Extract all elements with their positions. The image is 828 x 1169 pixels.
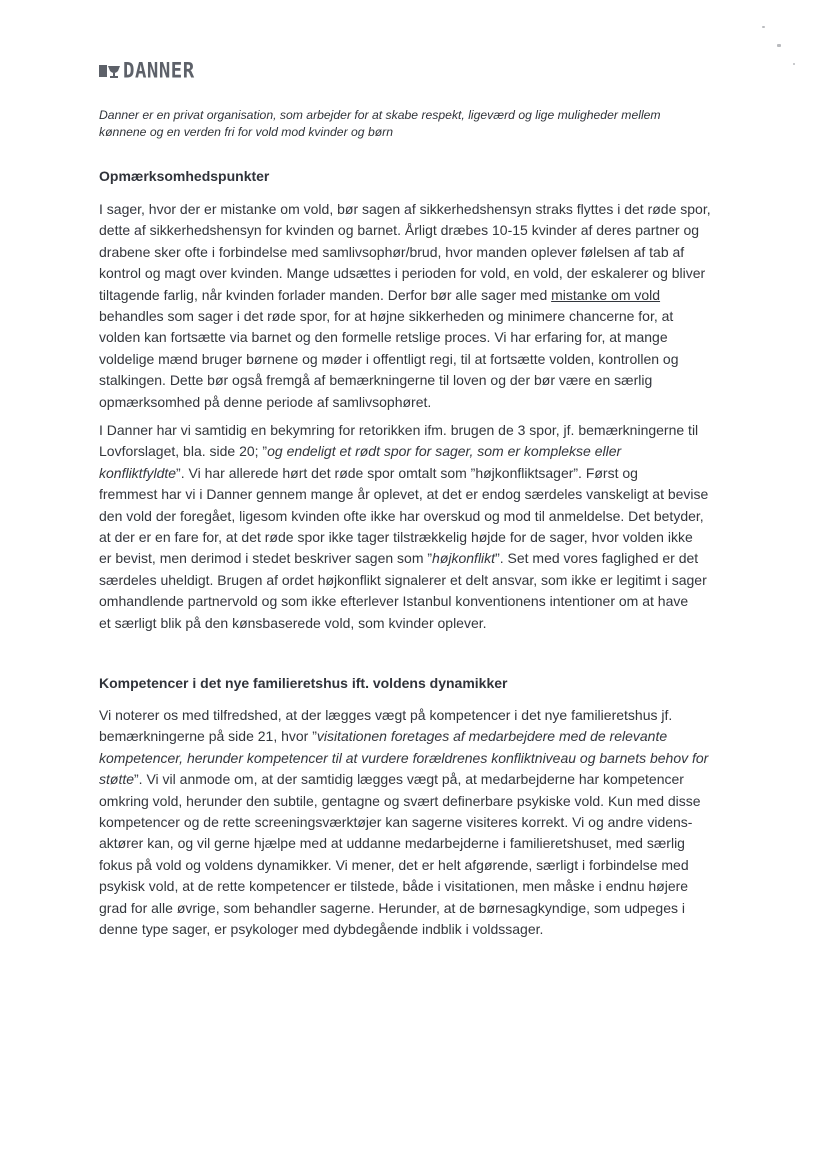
organization-tagline <box>99 90 729 141</box>
paragraph-safety-red-track <box>99 199 743 413</box>
paragraph-text: ”. Set med vores faglighed er det særdeles uheldigt. Brugen af ordet højkonflikt signalerer et delt ansvar, som ikke er legitimt i sager omhandlende partnervold og som ikke efterlever Istanbul konventionens intentioner om at have et særligt blik på den kønsbaserede vold, som kvinder oplever. <box>99 550 707 631</box>
paragraph-competences <box>99 705 743 940</box>
section-heading-opmaerksomhedspunkter: Opmærksomhedspunkter <box>99 168 270 184</box>
paragraph-text: ”. Vi har allerede hørt det røde spor omtalt som ”højkonfliktsager”. Først og fremmest har vi i Danner gennem mange år oplevet, at det er endog særdeles vanskeligt at bevise den vold der foregået, ligesom kvinden ofte ikke har overskud og mod til anmeldelse. Det betyder, at der er en fare for, at det røde spor ikke tager tilstrækkelig højde for de sager, hvor volden ikke er bevist, men derimod i stedet beskriver sagen som ” <box>99 464 709 567</box>
tagline-text: Danner er en privat organisation, som arbejder for at skabe respekt, ligeværd og lige muligheder mellem kønnene og en verden fri for vold mod kvinder og børn <box>99 108 661 139</box>
quoted-text: og endeligt et rødt spor for sager, som er komplekse eller konfliktfyldte <box>99 443 622 481</box>
paragraph-text: Vi noterer os med tilfredshed, at der lægges vægt på kompetencer i det nye familieretshus jf. bemærkningerne på side 21, hvor ” <box>99 707 673 745</box>
paragraph-text: behandles som sager i det røde spor, for at højne sikkerheden og minimere chancerne for, at volden kan fortsætte via barnet og den formelle retslige proces. Vi har erfaring for, at mange voldelige mænd bruger børnene og møder i offentligt regi, til at fortsætte volden, kontrollen og stalkingen. Dette bør også fremgå af bemærkningerne til loven og der bør være en særlig opmærksomhed på denne periode af samlivsophøret. <box>99 308 679 410</box>
underlined-phrase: mistanke om vold <box>551 286 661 303</box>
scan-speck <box>762 26 765 28</box>
quoted-text: visitationen foretages af medarbejdere med de relevante kompetencer, herunder kompetencer til at vurdere forældrenes konfliktniveau og barnets behov for støtte <box>99 728 709 788</box>
paragraph-text: I sager, hvor der er mistanke om vold, bør sagen af sikkerhedshensyn straks flyttes i det røde spor, dette af sikkerhedshensyn for kvinden og barnet. Årligt dræbes 10-15 kvinder af deres partner og drabene sker ofte i forbindelse med samlivsophør/brud, hvor manden oplever følelsen af tab af kontrol og magt over kvinden. Mange udsættes i perioden for vold, en vold, der eskalerer og bliver tiltagende farlig, når kvinden forlader manden. Derfor bør alle sager med <box>99 201 711 303</box>
section-heading-kompetencer: Kompetencer i det nye familieretshus ift. voldens dynamikker <box>99 675 508 691</box>
danner-logo <box>99 60 195 82</box>
paragraph-text: ”. Vi vil anmode om, at der samtidig lægges vægt på, at medarbejderne har kompetencer omkring vold, herunder den subtile, gentagne og svært definerbare psykiske vold. Kun med disse kompetencer og de rette screeningsværktøjer kan sagerne visiteres korrekt. Vi og andre videns- aktører kan, og vil gerne hjælpe med at uddanne medarbejderne i familieretshuset, med særlig fokus på vold og voldens dynamikker. Vi mener, det er helt afgørende, særligt i forbindelse med psykisk vold, at de rette kompetencer er tilstede, både i visitationen, men måske i endnu højere grad for alle øvrige, som behandler sagerne. Herunder, at de børnesagkyndige, som udpeges i denne type sager, er psykologer med dybdegående indblik i voldssager. <box>99 771 701 938</box>
danner-logo-icon <box>99 63 121 79</box>
quoted-text: højkonflikt <box>432 550 496 567</box>
paragraph-rhetoric-concern <box>99 420 743 634</box>
logo-text: DANNER <box>123 58 195 84</box>
scan-speck <box>793 63 795 65</box>
scan-speck <box>777 44 781 47</box>
paragraph-text: I Danner har vi samtidig en bekymring for retorikken ifm. brugen de 3 spor, jf. bemærkningerne til Lovforslaget, bla. side 20; ” <box>99 422 699 460</box>
